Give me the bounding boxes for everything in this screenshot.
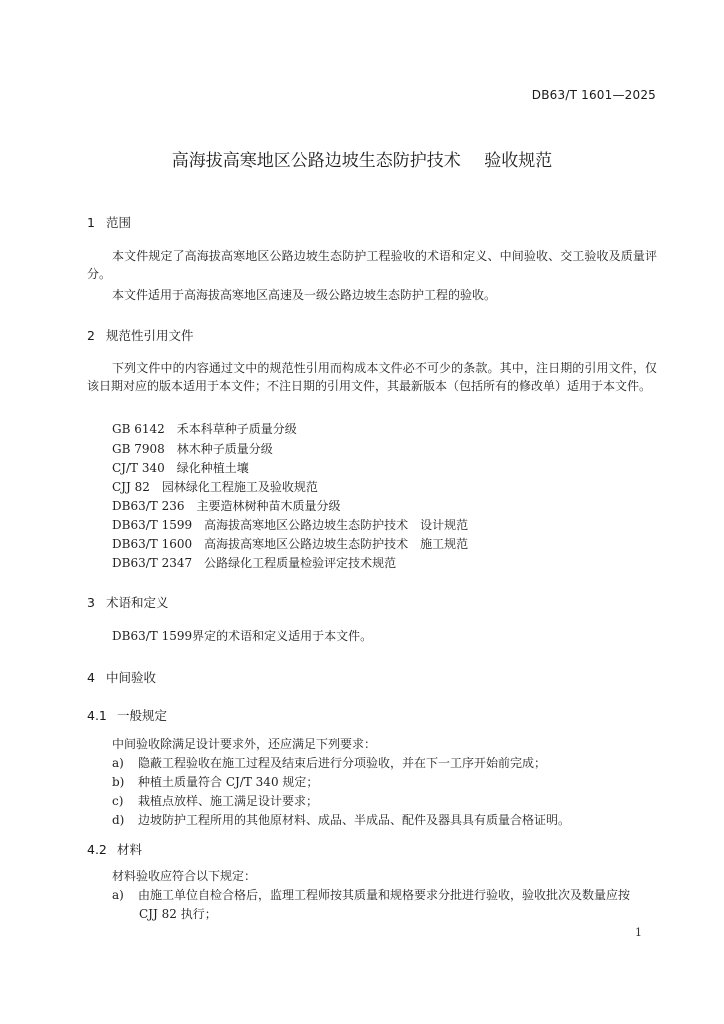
- reference-item: CJ/T 340 绿化种植土壤: [112, 461, 249, 475]
- reference-item: GB 6142 禾本科草种子质量分级: [112, 422, 297, 436]
- list-text: 隐蔽工程验收在施工过程及结束后进行分项验收，并在下一工序开始前完成；: [138, 756, 547, 770]
- section-1-paragraph-2: 本文件适用于高海拔高寒地区高速及一级公路边坡生态防护工程的验收。: [112, 288, 497, 302]
- section-number: 2: [87, 328, 95, 343]
- page-number: 1: [635, 926, 642, 939]
- list-marker: a): [112, 888, 124, 902]
- section-title: 范围: [106, 215, 132, 230]
- subsection-4-2-heading: [87, 840, 142, 858]
- section-number: 3: [87, 595, 95, 610]
- section-number: 4: [87, 670, 95, 685]
- list-text: 由施工单位自检合格后，监理工程师按其质量和规格要求分批进行验收，验收批次及数量应按: [138, 888, 631, 902]
- subsection-title: 一般规定: [117, 708, 168, 723]
- section-4-heading: [87, 668, 156, 686]
- reference-item: DB63/T 2347 公路绿化工程质量检验评定技术规范: [112, 556, 397, 570]
- section-title: 规范性引用文件: [106, 328, 194, 343]
- section-1-paragraph-1: 本文件规定了高海拔高寒地区公路边坡生态防护工程验收的术语和定义、中间验收、交工验收及质量评分。: [87, 249, 657, 281]
- list-item-continuation: CJJ 82 执行；: [139, 907, 217, 921]
- list-marker: d): [112, 813, 125, 827]
- list-item: [112, 773, 318, 790]
- document-title: 高海拔高寒地区公路边坡生态防护技术 验收规范: [171, 151, 553, 171]
- subsection-number: 4.2: [87, 842, 107, 857]
- subsection-title: 材料: [117, 842, 143, 857]
- list-marker: c): [112, 794, 124, 808]
- list-text: 栽植点放样、施工满足设计要求；: [138, 794, 319, 808]
- list-item: [112, 886, 630, 903]
- list-item: [112, 754, 546, 771]
- list-text: 种植土质量符合 CJ/T 340 规定；: [138, 775, 319, 789]
- reference-item: DB63/T 1599 高海拔高寒地区公路边坡生态防护技术 设计规范: [112, 518, 469, 532]
- reference-item: GB 7908 林木种子质量分级: [112, 442, 273, 456]
- subsection-4-1-intro: 中间验收除满足设计要求外，还应满足下列要求：: [112, 737, 377, 751]
- section-title: 中间验收: [106, 670, 157, 685]
- list-item: [112, 792, 318, 809]
- section-1-heading: [87, 213, 131, 231]
- subsection-4-1-heading: [87, 706, 167, 724]
- section-2-intro: 下列文件中的内容通过文中的规范性引用而构成本文件必不可少的条款。其中，注日期的引用文件，仅该日期对应的版本适用于本文件；不注日期的引用文件，其最新版本（包括所有的修改单）适用于本文件。: [87, 361, 657, 393]
- subsection-number: 4.1: [87, 708, 107, 723]
- section-2-heading: [87, 326, 194, 344]
- reference-item: DB63/T 1600 高海拔高寒地区公路边坡生态防护技术 施工规范: [112, 537, 469, 551]
- section-3-heading: [87, 593, 169, 611]
- list-marker: b): [112, 775, 125, 789]
- reference-item: DB63/T 236 主要造林树种苗木质量分级: [112, 499, 341, 513]
- section-title: 术语和定义: [106, 595, 169, 610]
- subsection-4-2-intro: 材料验收应符合以下规定：: [112, 869, 257, 883]
- list-item: [112, 811, 570, 828]
- section-number: 1: [87, 215, 95, 230]
- section-3-paragraph: DB63/T 1599界定的术语和定义适用于本文件。: [112, 629, 373, 643]
- document-number: DB63/T 1601—2025: [531, 88, 656, 102]
- list-text: 边坡防护工程所用的其他原材料、成品、半成品、配件及器具具有质量合格证明。: [138, 813, 571, 827]
- list-marker: a): [112, 756, 124, 770]
- reference-item: CJJ 82 园林绿化工程施工及验收规范: [112, 480, 318, 494]
